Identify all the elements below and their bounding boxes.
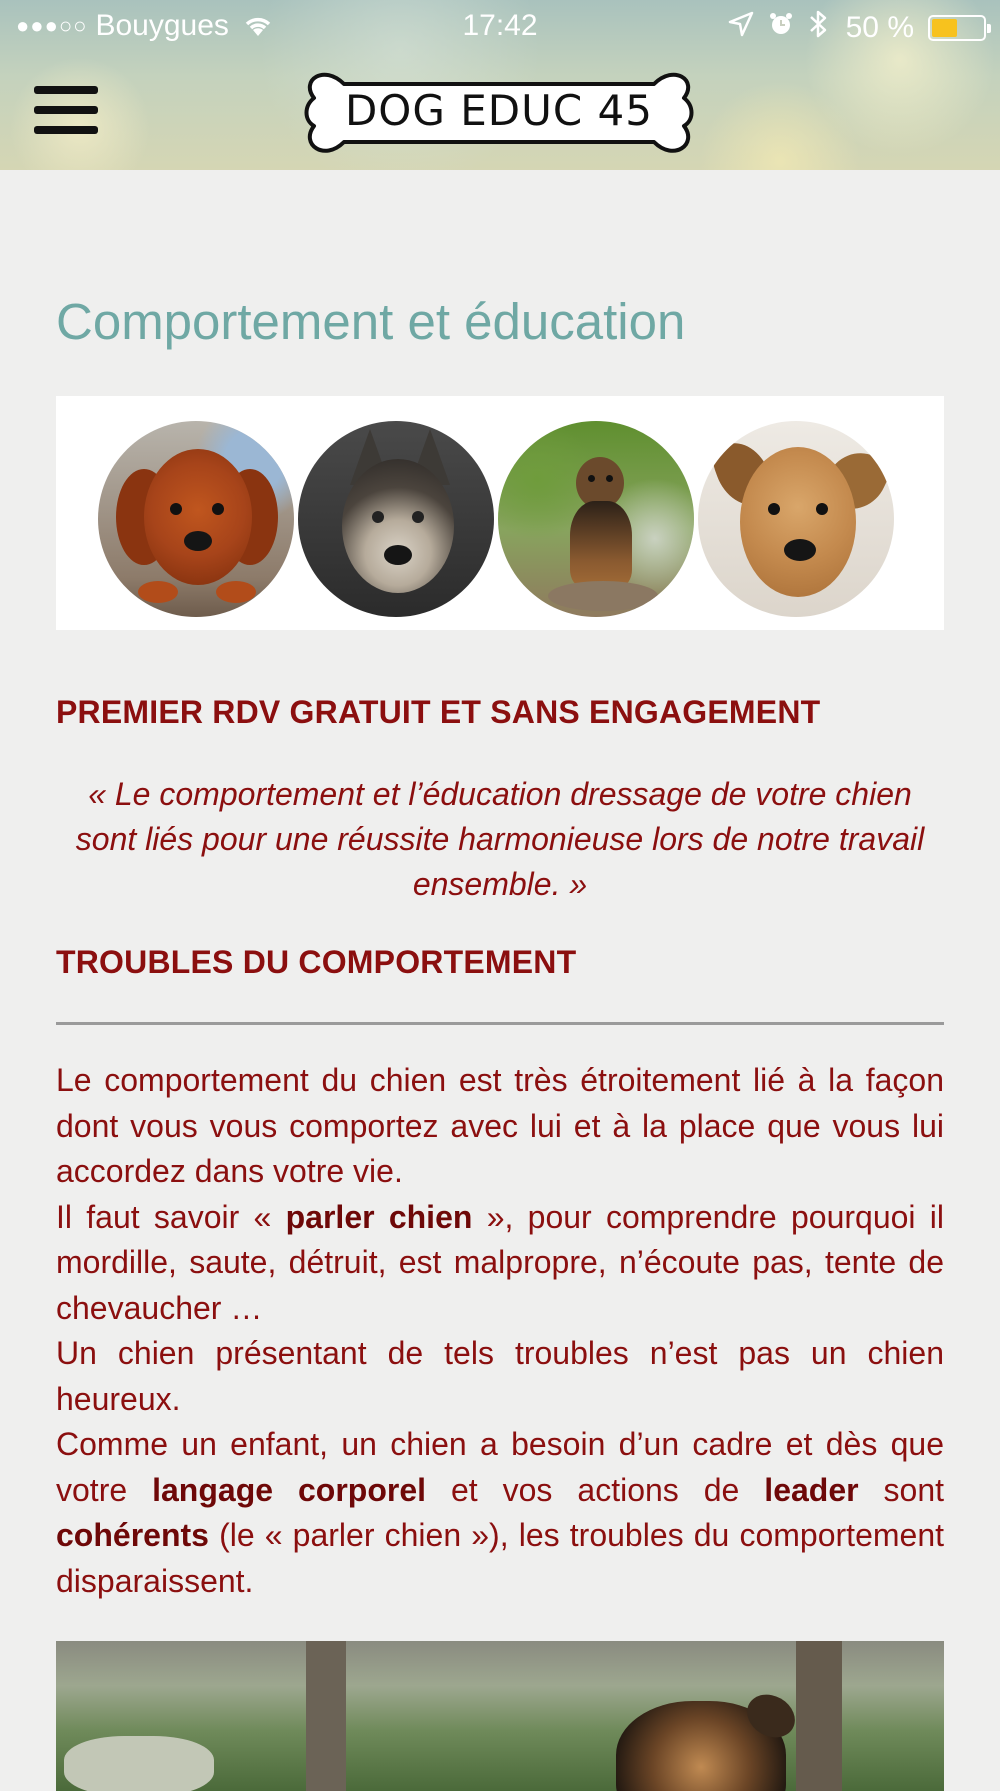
bold-text: cohérents: [56, 1517, 209, 1553]
text-span: et vos actions de: [426, 1471, 765, 1508]
bold-text: leader: [764, 1471, 859, 1508]
paragraph-1: Le comportement du chien est très étroitement lié à la façon dont vous vous comportez avec lui et à la place que vous lui accordez dans votre vie.: [56, 1062, 944, 1189]
site-logo[interactable]: [304, 62, 694, 162]
intro-quote: « Le comportement et l’éducation dressage de votre chien sont liés pour une réussite harmonieuse lors de notre travail ensemble. »: [75, 776, 925, 902]
site-header: [0, 0, 1000, 170]
text-span: sont: [858, 1471, 945, 1508]
paragraph-2: [56, 1195, 944, 1332]
signal-strength: ●●●○○: [16, 13, 88, 38]
bold-text: parler chien: [285, 1198, 473, 1235]
battery-icon: [928, 15, 986, 41]
section-divider: [56, 1022, 944, 1025]
tan-dog-photo: [698, 421, 894, 617]
battery-percent: 50 %: [845, 11, 914, 44]
text-span: (le « parler chien »), les troubles du comportement disparaissent.: [56, 1517, 944, 1599]
carrier-name: Bouygues: [95, 9, 229, 42]
location-arrow-icon: [728, 11, 754, 45]
battery-level: [932, 19, 957, 37]
dog-photo: [56, 1641, 944, 1791]
husky-dog-photo: [298, 421, 494, 617]
paragraph-3: Un chien présentant de tels troubles n’est pas un chien heureux.: [56, 1335, 944, 1417]
text-span: Comme un enfant, un chien a besoin d’un cadre et dès que votre: [56, 1426, 944, 1508]
red-puppy-photo: [98, 421, 294, 617]
alarm-icon: [768, 11, 794, 45]
hamburger-menu-icon[interactable]: [34, 86, 98, 134]
clock: 17:42: [462, 9, 538, 42]
text-span: Il faut savoir «: [56, 1198, 286, 1235]
dog-banner-image: [56, 396, 944, 630]
paragraph-4: [56, 1422, 944, 1604]
behavior-description: [56, 1058, 944, 1604]
behavior-troubles-heading: TROUBLES DU COMPORTEMENT: [56, 944, 577, 980]
bold-text: langage corporel: [152, 1471, 427, 1508]
logo-text: DOG EDUC 45: [344, 86, 654, 135]
bluetooth-icon: [808, 9, 830, 47]
page-title: Comportement et éducation: [56, 293, 686, 350]
text-span: », pour comprendre pourquoi il mordille, saute, détruit, est malpropre, n’écoute pas, tente de chevaucher …: [56, 1198, 945, 1326]
free-appointment-heading: PREMIER RDV GRATUIT ET SANS ENGAGEMENT: [56, 694, 821, 730]
status-bar: [0, 0, 1000, 56]
terrier-dog-photo: [498, 421, 694, 617]
